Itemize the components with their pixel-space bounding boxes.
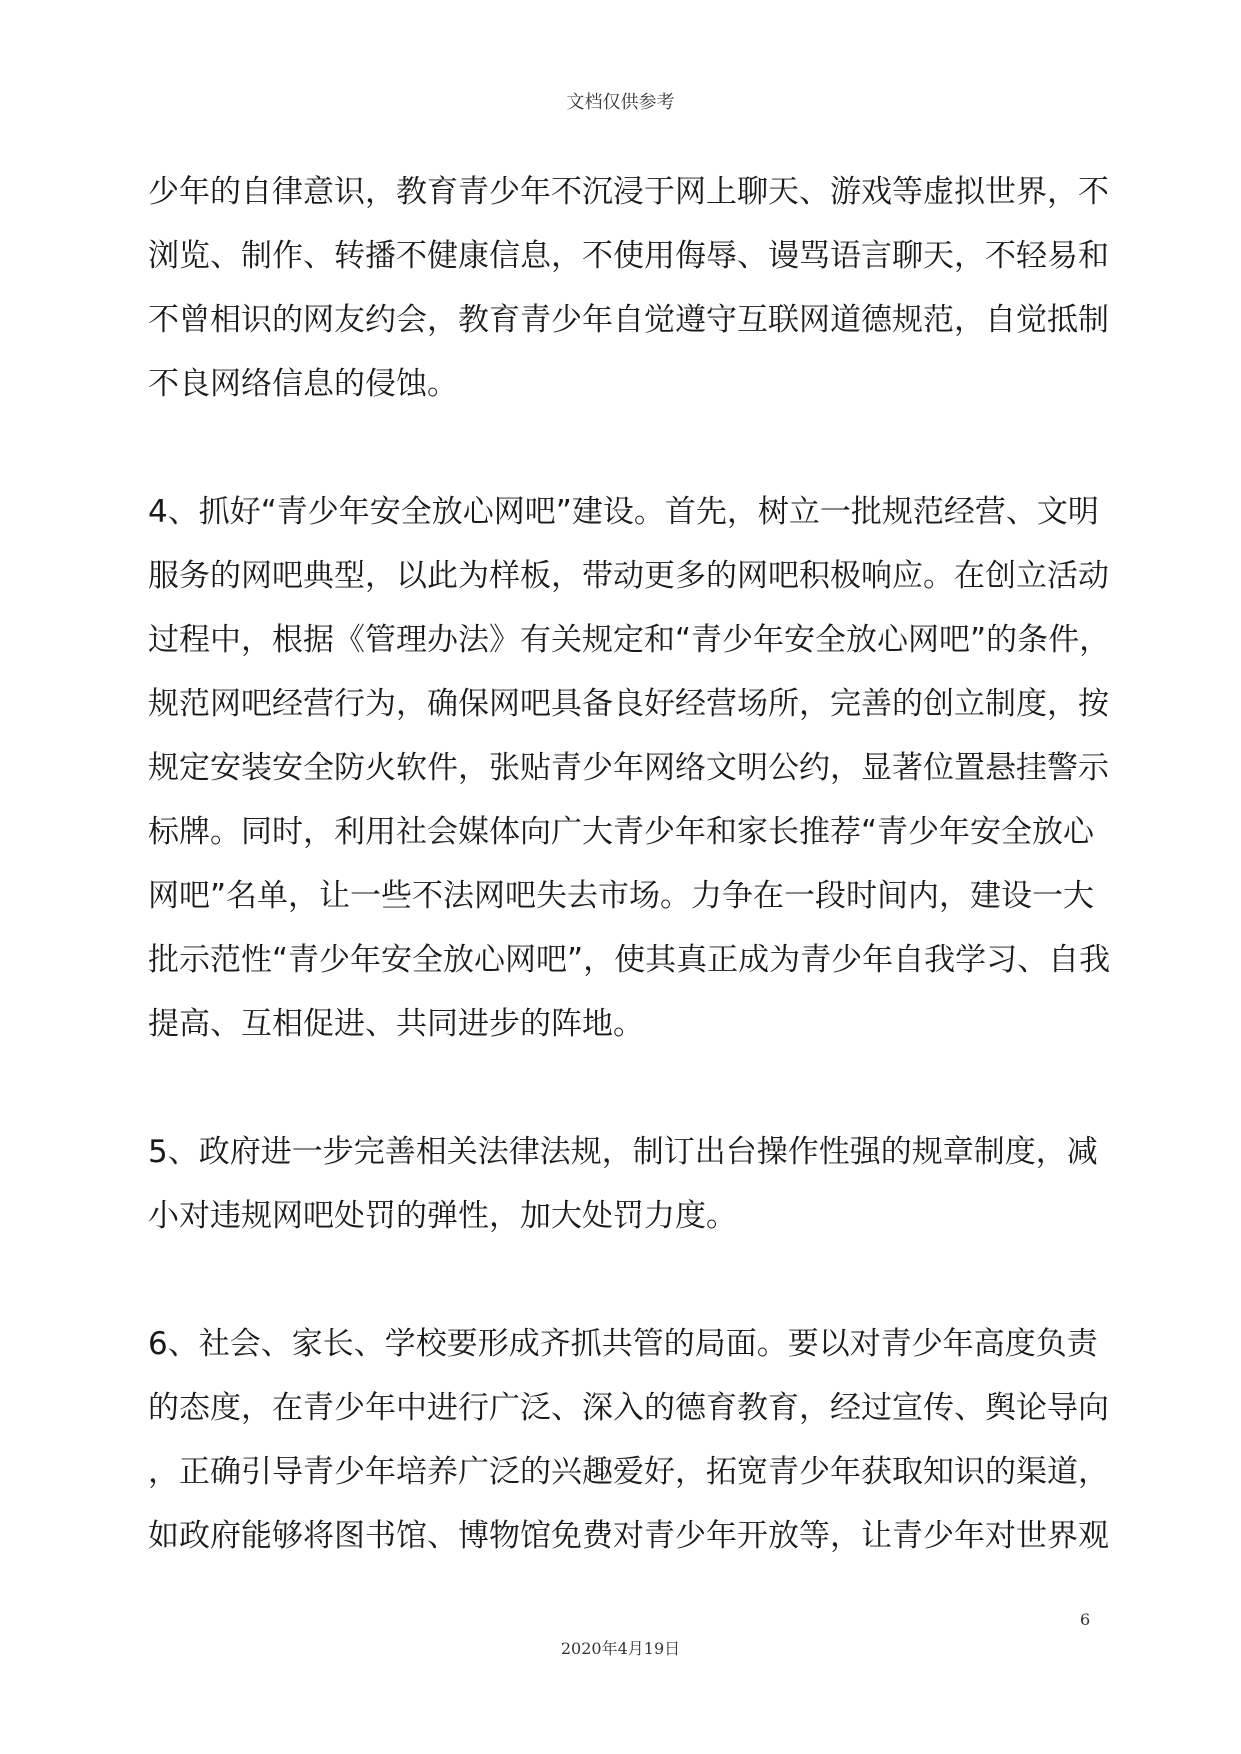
text-line: 浏览、制作、转播不健康信息，不使用侮辱、谩骂语言聊天，不轻易和 <box>148 238 1109 274</box>
text-line: 网吧”名单，让一些不法网吧失去市场。力争在一段时间内，建设一大 <box>148 878 1095 914</box>
text-line: 不良网络信息的侵蚀。 <box>148 366 458 402</box>
text-line: 6、社会、家长、学校要形成齐抓共管的局面。要以对青少年高度负责 <box>148 1326 1098 1362</box>
text-line: 批示范性“青少年安全放心网吧”，使其真正成为青少年自我学习、自我 <box>148 942 1111 978</box>
paragraph-gap <box>148 1248 1098 1312</box>
text-line: 如政府能够将图书馆、博物馆免费对青少年开放等，让青少年对世界观 <box>148 1518 1109 1554</box>
paragraph-gap <box>148 1056 1098 1120</box>
text-line: ，正确引导青少年培养广泛的兴趣爱好，拓宽青少年获取知识的渠道， <box>148 1454 1109 1490</box>
text-line: 服务的网吧典型，以此为样板，带动更多的网吧积极响应。在创立活动 <box>148 558 1109 594</box>
page-footer-date: 2020年4月19日 <box>560 1639 681 1658</box>
page-number: 6 <box>1080 1610 1091 1629</box>
text-line: 提高、互相促进、共同进步的阵地。 <box>148 1006 644 1042</box>
text-line: 5、政府进一步完善相关法律法规，制订出台操作性强的规章制度，减 <box>148 1134 1098 1170</box>
text-line: 标牌。同时，利用社会媒体向广大青少年和家长推荐“青少年安全放心 <box>148 814 1095 850</box>
paragraph-gap <box>148 416 1098 480</box>
text-line: 过程中，根据《管理办法》有关规定和“青少年安全放心网吧”的条件， <box>148 622 1111 658</box>
text-line: 小对违规网吧处罚的弹性，加大处罚力度。 <box>148 1198 737 1234</box>
text-line: 4、抓好“青少年安全放心网吧”建设。首先，树立一批规范经营、文明 <box>148 494 1099 530</box>
text-line: 少年的自律意识，教育青少年不沉浸于网上聊天、游戏等虚拟世界，不 <box>148 174 1109 210</box>
document-body <box>148 160 1111 1568</box>
text-line: 规范网吧经营行为，确保网吧具备良好经营场所，完善的创立制度，按 <box>148 686 1109 722</box>
text-line: 不曾相识的网友约会，教育青少年自觉遵守互联网道德规范，自觉抵制 <box>148 302 1109 338</box>
text-line: 规定安装安全防火软件，张贴青少年网络文明公约，显著位置悬挂警示 <box>148 750 1109 786</box>
page-header: 文档仅供参考 <box>566 92 675 113</box>
text-line: 的态度，在青少年中进行广泛、深入的德育教育，经过宣传、舆论导向 <box>148 1390 1109 1426</box>
